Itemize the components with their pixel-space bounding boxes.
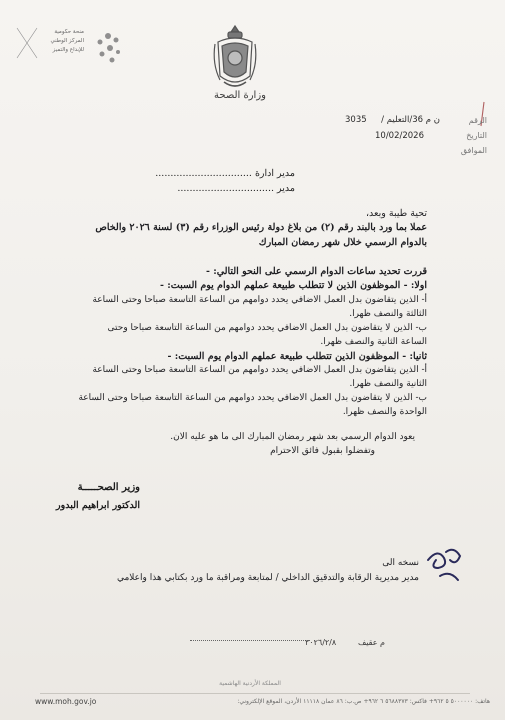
second-category-heading: ثانيا: - الموظفون الذين تتطلب طبيعة عملهم الدوام يوم السبت: - (167, 351, 427, 362)
date-label: التاريخ (466, 131, 487, 140)
second-b-line-1: ب- الذين لا يتقاضون بدل العمل الاضافي يحدد دوامهم من الساعة التاسعة صباحا وحتى الساعة (78, 393, 427, 403)
subject-label: الموافق (460, 146, 487, 155)
copy-to-label: نسخه الى (382, 558, 419, 568)
addressee-dots-2: ................................ (177, 183, 274, 194)
second-b-line-2: الواحدة والنصف ظهرا. (342, 407, 427, 417)
closing-line-1: يعود الدوام الرسمي بعد شهر رمضان المبارك الى ما هو عليه الان. (170, 432, 415, 442)
ministry-name: وزارة الصحة (214, 90, 266, 101)
number-label: الرقم (468, 116, 487, 125)
addressee-line-2 (95, 183, 295, 194)
first-b-line-1: ب- الذين لا يتقاضون بدل العمل الاضافي يحدد دوامهم من الساعة التاسعة صباحا وحتى (107, 323, 427, 333)
intro-line-2: بالدوام الرسمي خلال شهر رمضان المبارك (258, 237, 427, 248)
document-date: 10/02/2026 (375, 131, 424, 141)
addressee-title-2: مدير (277, 183, 295, 194)
decision-line: قررت تحديد ساعات الدوام الرسمي على النحو التالي: - (205, 266, 427, 277)
archive-label: م عقيف (357, 638, 385, 647)
footer-contact: هاتف: ٥٠٠٠٠٠٠ ٥ ٩٦٢+ فاكس: ٥٦٨٨٣٧٣ ٦ ٩٦٢+ ص.ب: ٨٦ عمان ١١١١٨ الأردن، الموقع الإلكتروني: (237, 698, 490, 705)
first-category-heading: اولا: - الموظفون الذين لا تتطلب طبيعة عملهم الدوام يوم السبت: - (160, 280, 427, 291)
second-a-line-2: الثانية والنصف ظهرا. (349, 379, 427, 389)
signature-title: وزير الصحـــــة (77, 482, 140, 493)
certification-text: منحة حكومية المركز الوطني للإبداع والتميز (50, 29, 84, 53)
addressee-title-1: مدير ادارة (254, 168, 295, 179)
signature-name: الدكتور ابراهيم البدور (56, 500, 140, 511)
greeting: تحية طيبة وبعد، (365, 208, 427, 219)
intro-line-1: عملا بما ورد بالبند رقم (٢) من بلاغ دولة رئيس الوزراء رقم (٣) لسنة ٢٠٢٦ والخاص (95, 222, 427, 233)
closing-line-2: وتفضلوا بقبول فائق الاحترام (270, 446, 375, 456)
jordan-crest-icon (210, 22, 260, 94)
addressee-dots-1: ................................ (155, 168, 252, 179)
second-a-line-1: أ- الذين يتقاضون بدل العمل الاضافي يحدد دوامهم من الساعة التاسعة صباحا وحتى الساعة (92, 365, 427, 375)
footer-divider (40, 693, 470, 694)
addressee-line-1 (95, 168, 295, 179)
reference-prefix: ن م 36/التعليم / (381, 115, 440, 125)
archive-date: ٢٠٢٦/٢/٨ (305, 638, 337, 647)
first-a-line-1: أ- الذين يتقاضون بدل العمل الاضافي يحدد دوامهم من الساعة التاسعة صباحا وحتى الساعة (92, 295, 427, 305)
footer-website-link[interactable]: www.moh.gov.jo (35, 697, 97, 706)
copy-to-line: مدير مديرية الرقابة والتدقيق الداخلي / لمتابعة ومراقبة ما ورد بكتابي هذا واعلامي (116, 573, 419, 583)
reference-number: 3035 (345, 115, 367, 125)
handwritten-initial-icon (420, 540, 470, 590)
first-b-line-2: الساعة الثانية والنصف ظهرا. (320, 337, 427, 347)
first-a-line-2: الثالثة والنصف ظهرا. (349, 309, 427, 319)
footer-kingdom: المملكة الأردنية الهاشمية (219, 680, 281, 687)
archive-dots (190, 640, 310, 641)
